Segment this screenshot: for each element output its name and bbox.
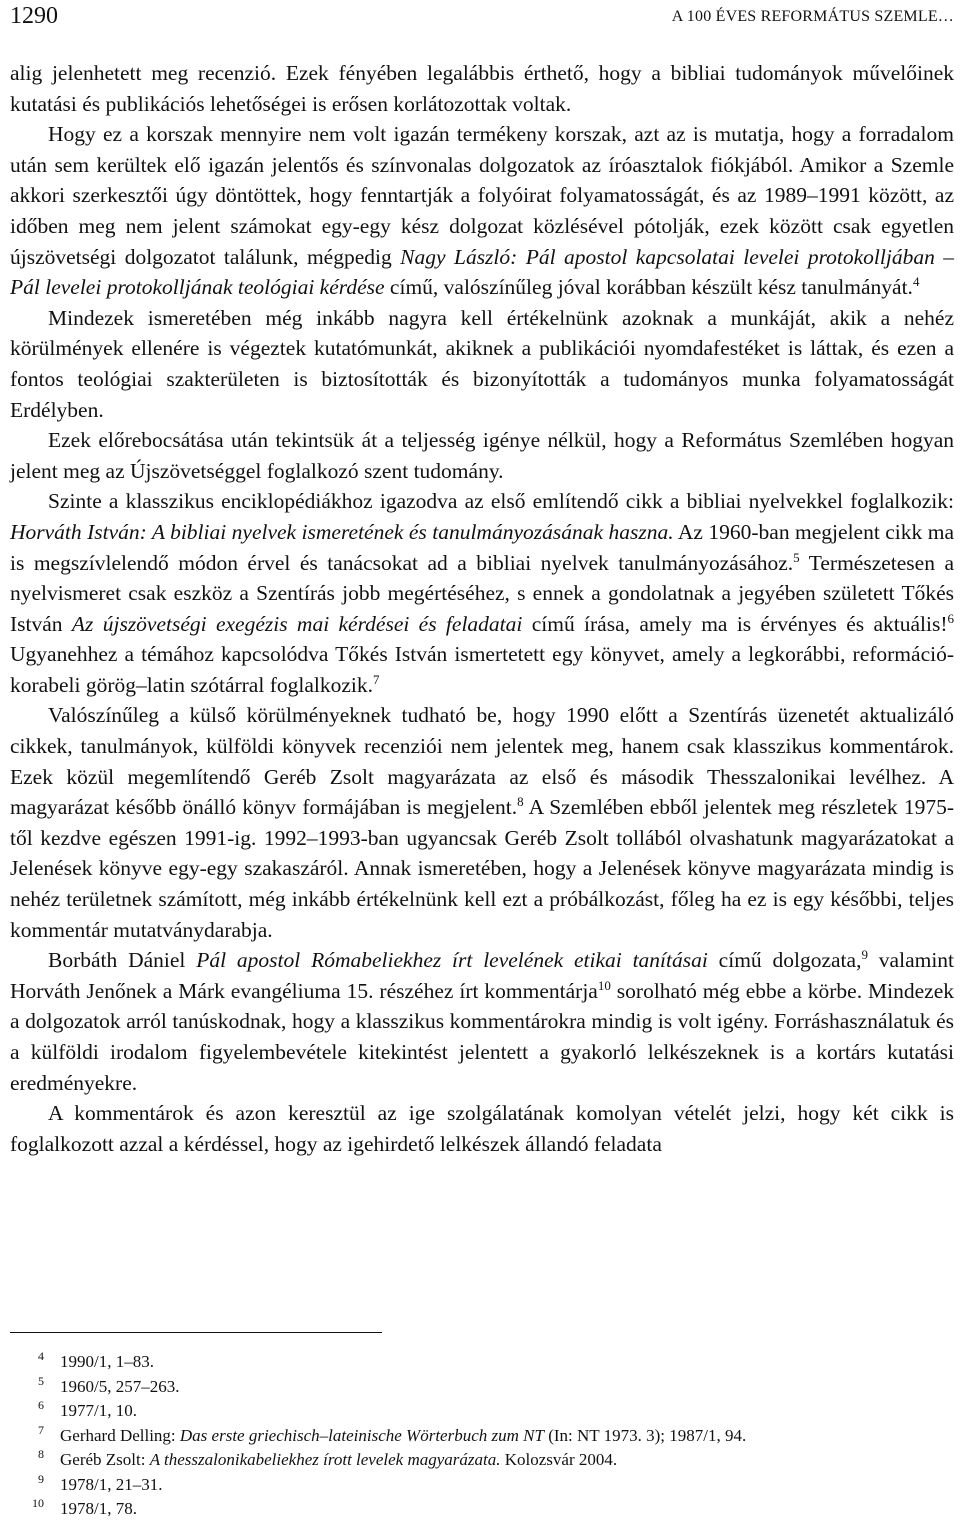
running-title: A 100 ÉVES REFORMÁTUS SZEMLE… [671,8,954,25]
footnote [10,1448,954,1473]
footnote-text: 1978/1, 78. [60,1499,137,1518]
text-run: Természetesen a nyelvismeret csak eszköz a Szentírás jobb megértéséhez, s ennek a gondolatnak a jegyében született Tőkés István [10,550,954,636]
text-run: Mindezek ismeretében még inkább nagyra kell értékelnünk azoknak a munkáját, akik a nehéz körülmények ellenére is végeztek kutatómunkát, akiknek a publikációi nyomdafestéket is láttak, és ezen a fontos teológiai szakterületen is biztosították és bizonyították a tudományos munka folyamatosságát Erdélyben. [10,305,954,422]
text-run: Szinte a klasszikus enciklopédiákhoz igazodva az első említendő cikk a bibliai nyelvekkel foglalkozik: [48,489,954,514]
footnote-cited-title: Das erste griechisch–lateinische Wörterbuch zum NT [179,1425,544,1445]
paragraph [10,945,954,1098]
paragraph [10,58,954,119]
footnote-text: Geréb Zsolt: [60,1450,146,1469]
footnote-text: Gerhard Delling: [60,1425,176,1445]
text-run: című, valószínűleg jóval korábban készült kész tanulmányát. [389,275,913,300]
footnote-ref: 9 [861,947,868,963]
footnotes [10,1350,954,1522]
footnote-ref: 8 [517,794,524,810]
paragraph [10,303,954,425]
cited-title: Horváth István: A bibliai nyelvek ismeretének és tanulmányozásának haszna. [10,519,674,544]
footnote-ref: 6 [947,610,955,626]
cited-title: Nagy László: Pál apostol kapcsolatai levelei protokolljában – Pál levelei protokolljának teológiai kérdése [10,244,955,300]
footnote [10,1399,954,1424]
footnote-divider [10,1332,382,1333]
footnote-ref: 4 [912,274,920,289]
cited-title: Az újszövetségi exegézis mai kérdései és feladatai [71,611,523,636]
body-text [10,58,954,1159]
footnote-number: 8 [38,1447,44,1461]
paragraph [10,700,954,945]
footnote-ref: 7 [373,671,380,687]
text-run: A Szemlében ebből jelentek meg részletek 1975-től kezdve egészen 1991-ig. 1992–1993-ban ugyancsak Geréb Zsolt tollából olvashatunk magyarázatokat a Jelenések könyve egy-egy szakaszáról. Annak ismeretében, hogy a Jelenések könyve magyarázata mindig is nehéz területnek számított, még inkább értékelnünk kell ezt a próbálkozást, főleg ha ez is egy későbbi, teljes kommentár mutatványdarabja. [10,795,954,942]
footnote-number: 4 [38,1349,44,1363]
footnote-number: 6 [38,1398,44,1412]
text-run: Valószínűleg a külső körülményeknek tudható be, hogy 1990 előtt a Szentírás üzenetét aktualizáló cikkek, tanulmányok, külföldi könyvek recenziói nem jelentek meg, hanem csak klasszikus kommentárok. Ezek közül megemlítendő Geréb Zsolt magyarázata az első és második Thesszalonikai levélhez. A magyarázat később önálló könyv formájában is megjelent. [10,703,954,820]
cited-title: Pál apostol Rómabeliekhez írt levelének etikai tanításai [196,948,708,973]
footnote [10,1375,954,1400]
text-run: Ugyanehhez a témához kapcsolódva Tőkés István ismertetett egy könyvet, amely a legkorábbi, reformáció-korabeli görög–latin szótárral foglalkozik. [10,642,954,697]
footnote-number: 7 [38,1422,44,1437]
footnote-number: 10 [32,1496,44,1510]
footnote-ref: 10 [597,977,611,993]
paragraph [10,486,954,700]
footnote-text: 1960/5, 257–263. [60,1376,180,1396]
footnote-text: 1978/1, 21–31. [60,1474,163,1494]
paragraph [10,119,954,303]
text-run: Hogy ez a korszak mennyire nem volt igazán termékeny korszak, azt az is mutatja, hogy a forradalom után sem kerültek elő igazán jelentős és színvonalas dolgozatok az íróasztalok fiókjából. Amikor a Szemle akkori szerkesztői úgy döntöttek, hogy fenntartják a folyóirat folyamatosságát, és az 1989–1991 között, az időben meg nem jelent számokat egy-egy kész dolgozat közlésével pótolják, ezek között csak egyetlen újszövetségi dolgozatot találunk, mégpedig [10,122,954,269]
footnote [10,1350,954,1375]
footnote-text: (In: NT 1973. 3); 1987/1, 94. [548,1425,747,1445]
footnote-number: 9 [38,1471,44,1486]
footnote [10,1497,954,1522]
footnote-ref: 5 [793,549,800,565]
text-run: Ezek előrebocsátása után tekintsük át a teljesség igénye nélkül, hogy a Református Szemlében hogyan jelent meg az Újszövetséggel foglalkozó szent tudomány. [10,428,954,483]
text-run: Az 1960-ban megjelent cikk ma is megszívlelendő módon érvel és tanácsokat ad a bibliai nyelvek tanulmányozásához. [10,519,954,575]
text-run: című írása, amely ma is érvényes és aktuális! [531,611,948,636]
footnote-text: 1977/1, 10. [60,1401,137,1420]
text-run: Borbáth Dániel [48,948,186,973]
footnote-text: Kolozsvár 2004. [504,1450,618,1469]
text-run: sorolható még ebbe a körbe. Mindezek a dolgozatok arról tanúskodnak, hogy a klasszikus kommentárokra mindig is volt igény. Forráshasználatuk és a külföldi irodalom figyelembevétele kitekintést jelentett a gyakorló lelkészeknek is a kortárs kutatási eredményekre. [10,978,954,1095]
paragraph [10,1098,954,1159]
footnote-number: 5 [38,1373,44,1388]
text-run: A kommentárok és azon keresztül az ige szolgálatának komolyan vételét jelzi, hogy két cikk is foglalkozott azzal a kérdéssel, hogy az igehirdető lelkészek állandó feladata [10,1101,954,1156]
paragraph [10,425,954,486]
footnote [10,1473,954,1498]
page-number: 1290 [10,3,58,29]
footnote-text: 1990/1, 1–83. [60,1352,154,1371]
text-run: valamint Horváth Jenőnek a Márk evangéliuma 15. részéhez írt kommentárja [10,948,955,1003]
running-header [10,2,954,30]
footnote-cited-title: A thesszalonikabeliekhez írott levelek magyarázata. [149,1450,501,1469]
text-run: című dolgozata, [718,948,862,973]
text-run: alig jelenhetett meg recenzió. Ezek fényében legalábbis érthető, hogy a bibliai tudományok művelőinek kutatási és publikációs lehetőségei is erősen korlátozottak voltak. [10,61,954,116]
footnote [10,1424,954,1449]
